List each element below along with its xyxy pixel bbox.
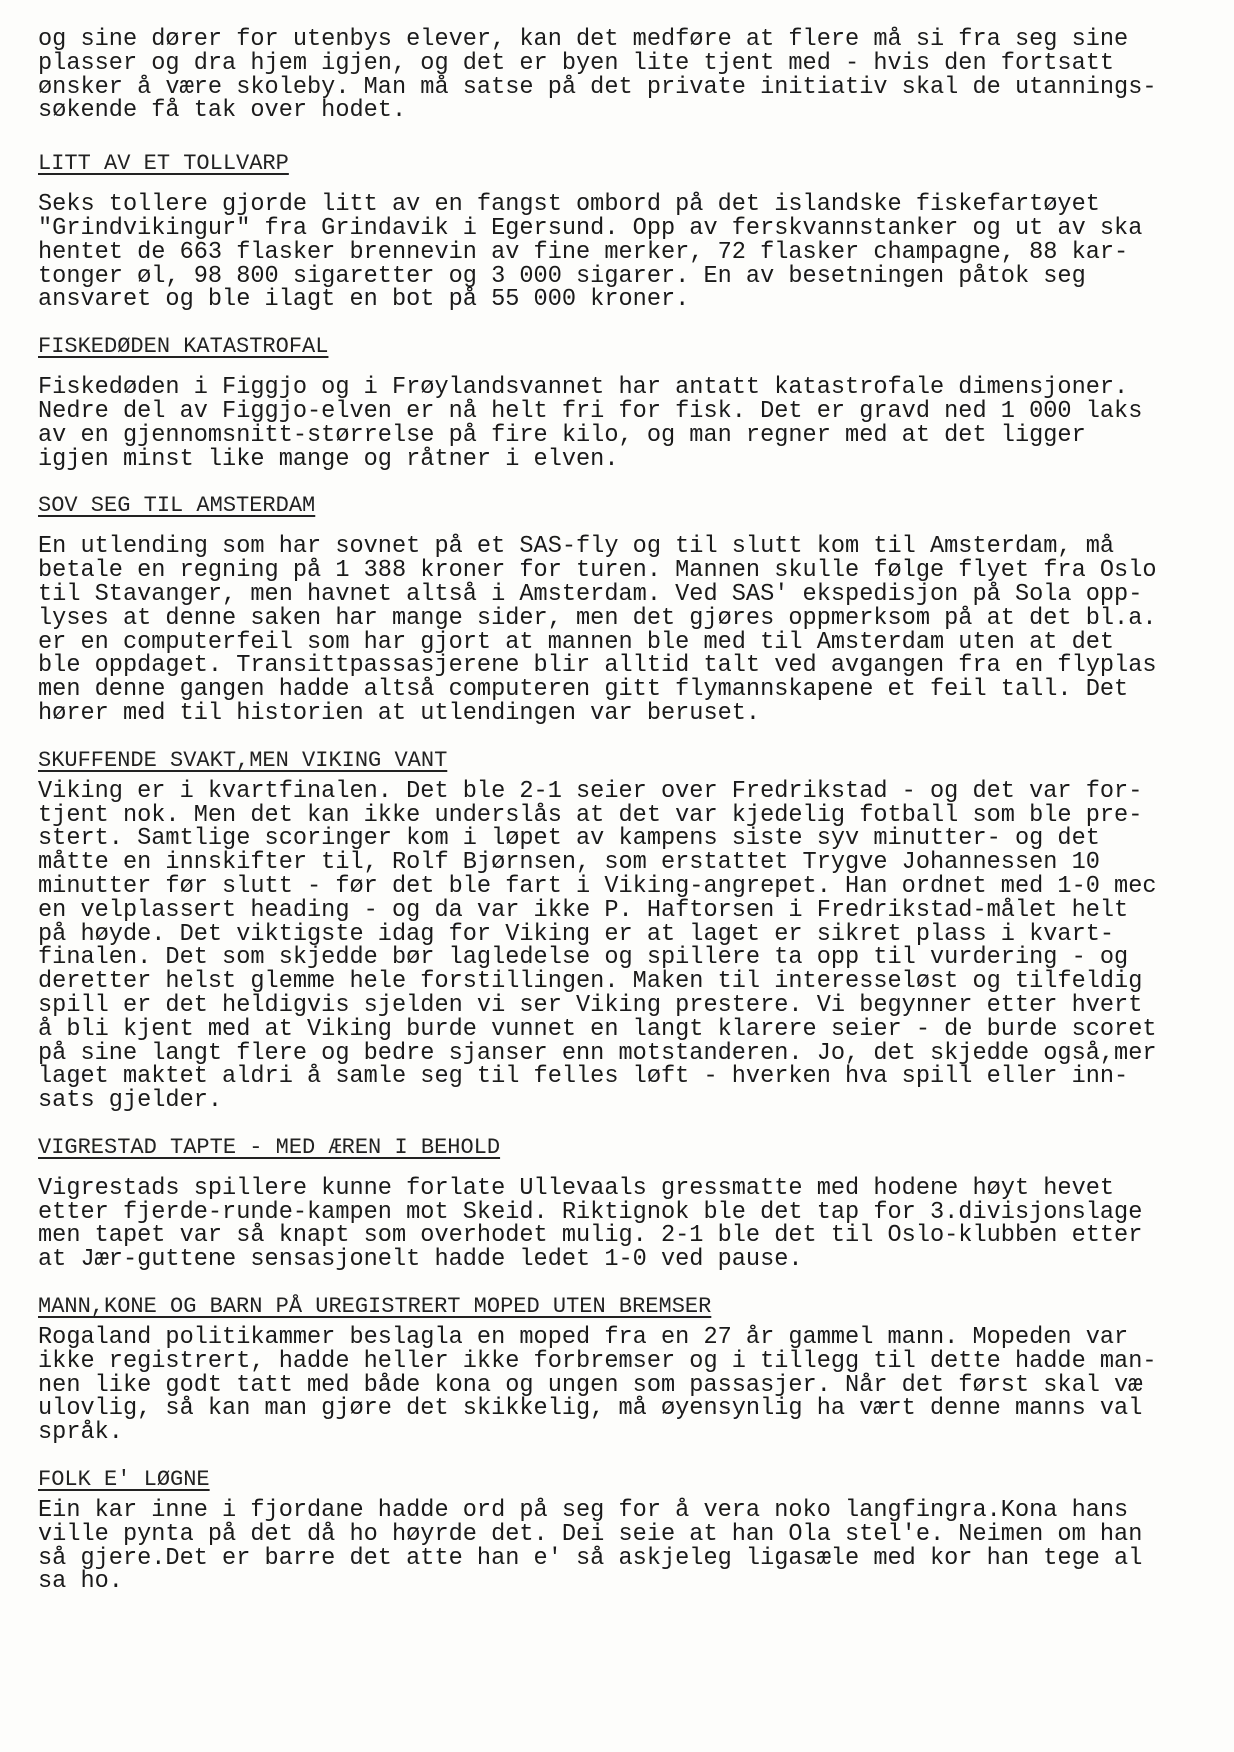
text-line: men tapet var så knapt som overhodet mulig. 2-1 ble det til Oslo-klubben etter bbox=[38, 1222, 1143, 1250]
text-line: Ein kar inne i fjordane hadde ord på seg for å vera noko langfingra.Kona hans bbox=[38, 1497, 1129, 1525]
text-line: så gjere.Det er barre det atte han e' så askjeleg ligasæle med kor han tege al bbox=[38, 1544, 1143, 1572]
text-line: lyses at denne saken har mange sider, men det gjøres oppmerksom på at det bl.a. bbox=[38, 604, 1157, 632]
text-line: betale en regning på 1 388 kroner for turen. Mannen skulle følge flyet fra Oslo bbox=[38, 557, 1157, 585]
text-line: å bli kjent med at Viking burde vunnet en langt klarere seier - de burde scoret bbox=[38, 1015, 1157, 1043]
text-line: men denne gangen hadde altså computeren gitt flymannskapene et feil tall. Det bbox=[38, 676, 1129, 704]
text-line: Vigrestads spillere kunne forlate Ullevaals gressmatte med hodene høyt hevet bbox=[38, 1174, 1115, 1202]
text-line: søkende få tak over hodet. bbox=[38, 97, 407, 125]
text-line: av en gjennomsnitt-størrelse på fire kilo, og man regner med at det ligger bbox=[38, 421, 1086, 449]
article-body bbox=[38, 193, 1214, 312]
article-body bbox=[38, 376, 1214, 471]
article-heading: FISKEDØDEN KATASTROFAL bbox=[38, 334, 329, 360]
text-line: hentet de 663 flasker brennevin av fine merker, 72 flasker champagne, 88 kar- bbox=[38, 238, 1129, 266]
text-line: Rogaland politikammer beslagla en moped fra en 27 år gammel mann. Mopeden var bbox=[38, 1324, 1129, 1352]
text-line: sa ho. bbox=[38, 1568, 123, 1596]
text-line: at Jær-guttene sensasjonelt hadde ledet 1-0 ved pause. bbox=[38, 1246, 803, 1274]
text-line: og sine dører for utenbys elever, kan det medføre at flere må si fra seg sine bbox=[38, 26, 1129, 53]
text-line: tjent nok. Men det kan ikke underslås at det var kjedelig fotball som ble pre- bbox=[38, 801, 1143, 829]
text-line: på høyde. Det viktigste idag for Viking er at laget er sikret plass i kvart- bbox=[38, 920, 1115, 948]
text-line: språk. bbox=[38, 1419, 123, 1447]
text-line: deretter helst glemme hele forstillingen. Maken til interesseløst og tilfeldig bbox=[38, 968, 1143, 996]
article-heading: LITT AV ET TOLLVARP bbox=[38, 151, 289, 177]
text-line: Fiskedøden i Figgjo og i Frøylandsvannet har antatt katastrofale dimensjoner. bbox=[38, 374, 1129, 402]
intro-paragraph bbox=[38, 28, 1214, 123]
text-line: ville pynta på det då ho høyrde det. Dei seie at han Ola stel'e. Neimen om han bbox=[38, 1520, 1143, 1548]
text-line: sats gjelder. bbox=[38, 1087, 223, 1115]
text-line: ikke registrert, hadde heller ikke forbremser og i tillegg til dette hadde man- bbox=[38, 1347, 1157, 1375]
text-line: nen like godt tatt med både kona og ungen som passasjer. Når det først skal væ bbox=[38, 1371, 1143, 1399]
article-body bbox=[38, 1326, 1214, 1445]
text-line: Seks tollere gjorde litt av en fangst ombord på det islandske fiskefartøyet bbox=[38, 191, 1100, 219]
text-line: En utlending som har sovnet på et SAS-fly og til slutt kom til Amsterdam, må bbox=[38, 533, 1115, 561]
text-line: ulovlig, så kan man gjøre det skikkelig, må øyensynlig ha vært denne manns val bbox=[38, 1395, 1143, 1423]
text-line: "Grindvikingur" fra Grindavik i Egersund. Opp av ferskvannstanker og ut av ska bbox=[38, 214, 1143, 242]
article-body bbox=[38, 535, 1214, 725]
article-body bbox=[38, 777, 1214, 1115]
text-line: stert. Samtlige scoringer kom i løpet av kampens siste syv minutter- og det bbox=[38, 825, 1100, 853]
article-folk-e-logne bbox=[38, 1467, 1214, 1594]
article-moped bbox=[38, 1294, 1214, 1445]
text-line: måtte en innskifter til, Rolf Bjørnsen, som erstattet Trygve Johannessen 10 bbox=[38, 849, 1100, 877]
article-heading: FOLK E' LØGNE bbox=[38, 1467, 210, 1493]
text-line: ønsker å være skoleby. Man må satse på det private initiativ skal de utannings- bbox=[38, 73, 1157, 101]
article-vigrestad bbox=[38, 1135, 1214, 1272]
article-fiskedoden bbox=[38, 334, 1214, 471]
text-line: tonger øl, 98 800 sigaretter og 3 000 sigarer. En av besetningen påtok seg bbox=[38, 262, 1086, 290]
text-line: hører med til historien at utlendingen var beruset. bbox=[38, 699, 761, 727]
text-line: minutter før slutt - før det ble fart i Viking-angrepet. Han ordnet med 1-0 mec bbox=[38, 872, 1157, 900]
article-amsterdam bbox=[38, 493, 1214, 725]
text-line: plasser og dra hjem igjen, og det er byen lite tjent med - hvis den fortsatt bbox=[38, 49, 1115, 77]
article-body bbox=[38, 1174, 1214, 1274]
text-line: igjen minst like mange og råtner i elven. bbox=[38, 445, 619, 473]
text-line: finalen. Det som skjedde bør lagledelse og spillere ta opp til vurdering - og bbox=[38, 944, 1129, 972]
text-line: til Stavanger, men havnet altså i Amsterdam. Ved SAS' ekspedisjon på Sola opp- bbox=[38, 580, 1143, 608]
article-heading: SOV SEG TIL AMSTERDAM bbox=[38, 493, 316, 519]
text-line: ble oppdaget. Transittpassasjerene blir alltid talt ved avgangen fra en flyplas bbox=[38, 652, 1157, 680]
article-heading: VIGRESTAD TAPTE - MED ÆREN I BEHOLD bbox=[38, 1134, 501, 1160]
text-line: er en computerfeil som har gjort at mannen ble med til Amsterdam uten at det bbox=[38, 628, 1115, 656]
text-line: på sine langt flere og bedre sjanser enn motstanderen. Jo, det skjedde også,mer bbox=[38, 1039, 1157, 1067]
text-line: etter fjerde-runde-kampen mot Skeid. Riktignok ble det tap for 3.divisjonslage bbox=[38, 1198, 1143, 1226]
text-line: Viking er i kvartfinalen. Det ble 2-1 seier over Fredrikstad - og det var for- bbox=[38, 777, 1143, 805]
text-line: spill er det heldigvis sjelden vi ser Viking prestere. Vi begynner etter hvert bbox=[38, 991, 1143, 1019]
article-heading: SKUFFENDE SVAKT,MEN VIKING VANT bbox=[38, 747, 448, 773]
article-tollvarp bbox=[38, 151, 1214, 312]
text-line: Nedre del av Figgjo-elven er nå helt fri for fisk. Det er gravd ned 1 000 laks bbox=[38, 397, 1143, 425]
article-heading: MANN,KONE OG BARN PÅ UREGISTRERT MOPED UTEN BREMSER bbox=[38, 1294, 712, 1320]
text-line: laget maktet aldri å samle seg til felles løft - hverken hva spill eller inn- bbox=[38, 1063, 1129, 1091]
text-line: en velplassert heading - og da var ikke P. Haftorsen i Fredrikstad-målet helt bbox=[38, 896, 1129, 924]
text-line: ansvaret og ble ilagt en bot på 55 000 kroner. bbox=[38, 286, 690, 314]
article-viking bbox=[38, 748, 1214, 1113]
article-body bbox=[38, 1499, 1214, 1594]
